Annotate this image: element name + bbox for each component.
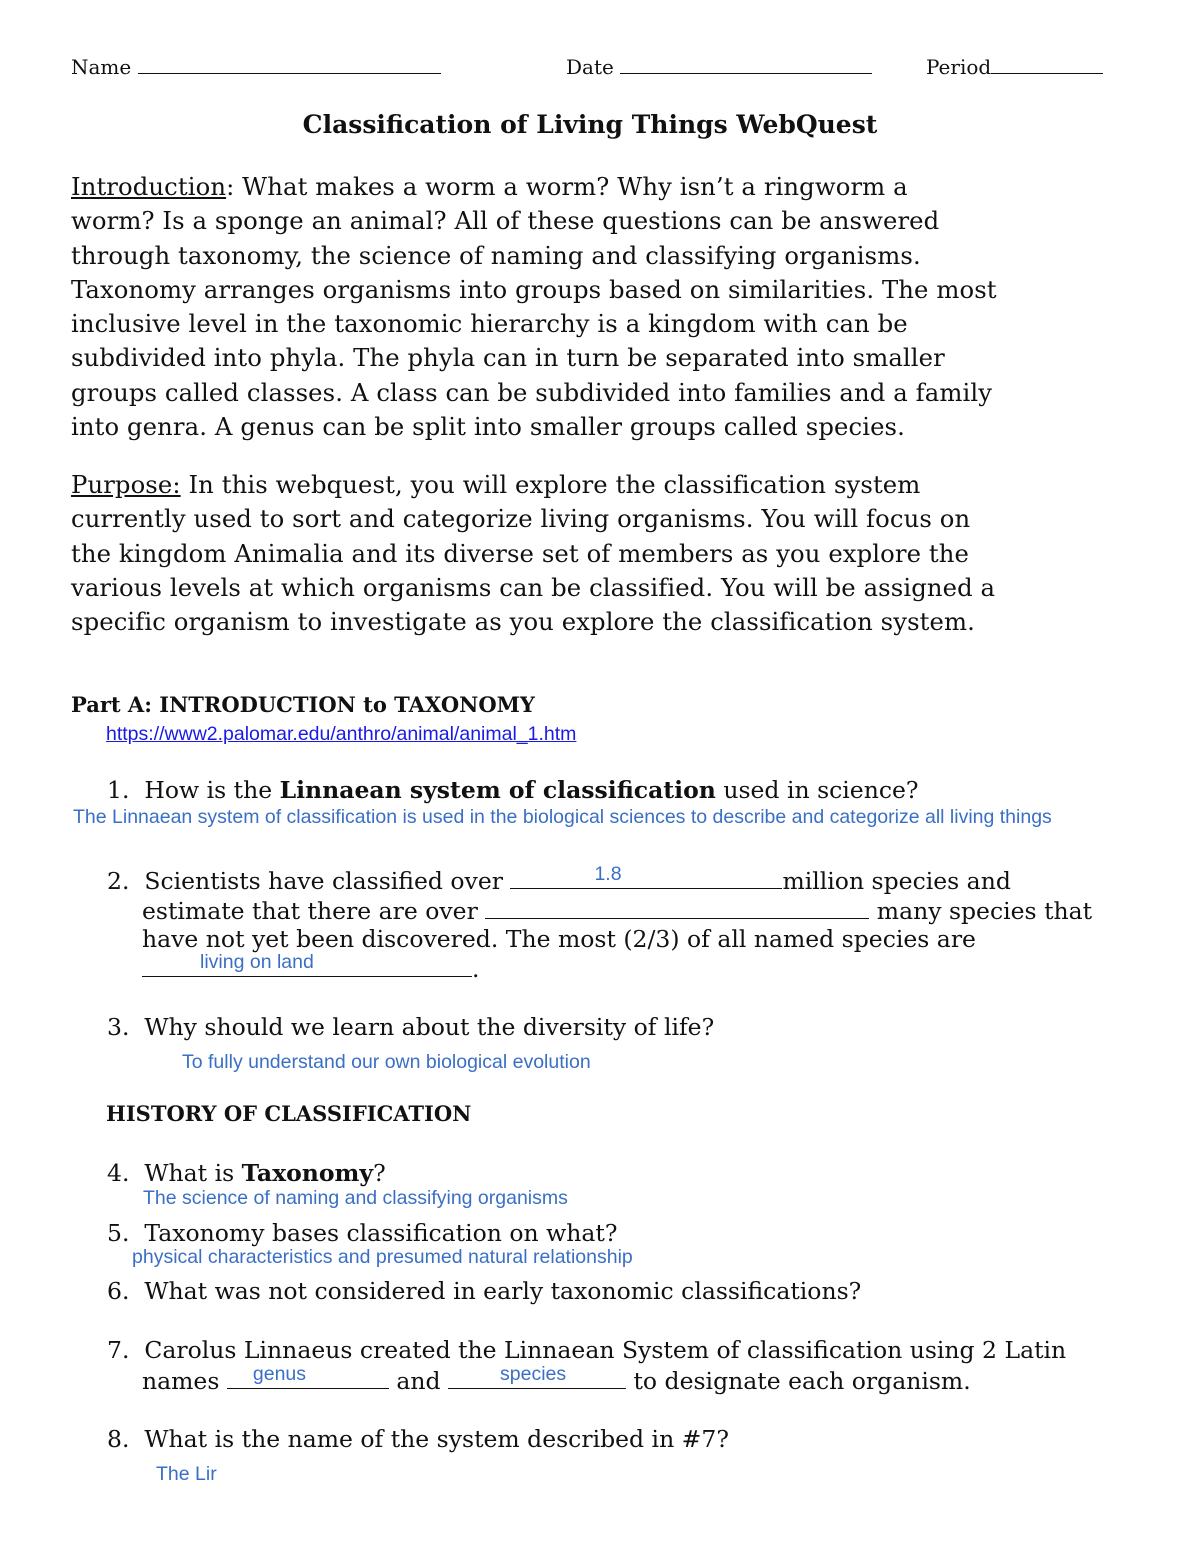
date-label: Date xyxy=(566,55,614,79)
blank-named-species-location[interactable]: living on land xyxy=(142,954,472,977)
question-8: 8. What is the name of the system described in #7? xyxy=(107,1425,729,1453)
blank-undiscovered-species[interactable] xyxy=(485,896,869,919)
period-field xyxy=(926,55,1103,79)
answer-1[interactable]: The Linnaean system of classification is used in the biological sciences to describe and categorize all living things xyxy=(73,806,1052,828)
name-label: Name xyxy=(71,55,132,79)
name-field xyxy=(71,55,441,79)
question-7-line-2: names genus and species to designate each organism. xyxy=(142,1363,971,1395)
question-2-line-4: living on land . xyxy=(142,954,479,983)
blank-latin-name-1[interactable]: genus xyxy=(227,1366,389,1389)
question-5: 5. Taxonomy bases classification on what? xyxy=(107,1219,618,1247)
name-blank[interactable] xyxy=(138,73,441,74)
part-a-link[interactable]: https://www2.palomar.edu/anthro/animal/animal_1.htm xyxy=(106,723,577,745)
answer-4[interactable]: The science of naming and classifying organisms xyxy=(143,1187,568,1209)
question-2-line-2: estimate that there are over many species that xyxy=(142,897,1093,925)
date-field xyxy=(566,55,872,79)
blank-latin-name-2[interactable]: species xyxy=(448,1366,626,1389)
introduction-label: Introduction xyxy=(71,172,227,201)
answer-3[interactable]: To fully understand our own biological evolution xyxy=(182,1051,591,1073)
date-blank[interactable] xyxy=(620,73,872,74)
question-6: 6. What was not considered in early taxonomic classifications? xyxy=(107,1277,862,1305)
purpose-paragraph: Purpose: In this webquest, you will explore the classification system currently used to sort and categorize living organisms. You will focus on the kingdom Animalia and its diverse set of members as you explore the various levels at which organisms can be classified. You will be assigned a specific organism to investigate as you explore the classification system. xyxy=(71,470,996,637)
question-3: 3. Why should we learn about the diversity of life? xyxy=(107,1013,715,1041)
question-4: 4. What is Taxonomy? xyxy=(107,1159,386,1187)
answer-5[interactable]: physical characteristics and presumed natural relationship xyxy=(132,1246,633,1268)
history-heading: HISTORY OF CLASSIFICATION xyxy=(106,1101,472,1126)
part-a-heading: Part A: INTRODUCTION to TAXONOMY xyxy=(71,692,535,717)
question-2-line-3: have not yet been discovered. The most (2/3) of all named species are xyxy=(142,925,976,953)
question-2-line-1: 2. Scientists have classified over 1.8 million species and xyxy=(107,863,1011,895)
question-1: 1. How is the Linnaean system of classification used in science? xyxy=(107,776,919,804)
period-label: Period xyxy=(926,55,992,79)
page-title: Classification of Living Things WebQuest xyxy=(302,110,878,139)
question-7-line-1: 7. Carolus Linnaeus created the Linnaean System of classification using 2 Latin xyxy=(107,1336,1067,1364)
blank-species-classified[interactable]: 1.8 xyxy=(510,866,782,889)
purpose-label: Purpose: xyxy=(71,470,181,499)
answer-8[interactable]: The Lir xyxy=(156,1463,217,1485)
period-blank[interactable] xyxy=(991,73,1103,74)
introduction-paragraph: Introduction: What makes a worm a worm? Why isn’t a ringworm a worm? Is a sponge an animal? All of these questions can be answered through taxonomy, the science of naming and classifying organisms. Taxonomy arranges organisms into groups based on similarities. The most inclusive level in the taxonomic hierarchy is a kingdom with can be subdivided into phyla. The phyla can in turn be separated into smaller groups called classes. A class can be subdivided into families and a family into genra. A genus can be split into smaller groups called species. xyxy=(71,172,997,442)
